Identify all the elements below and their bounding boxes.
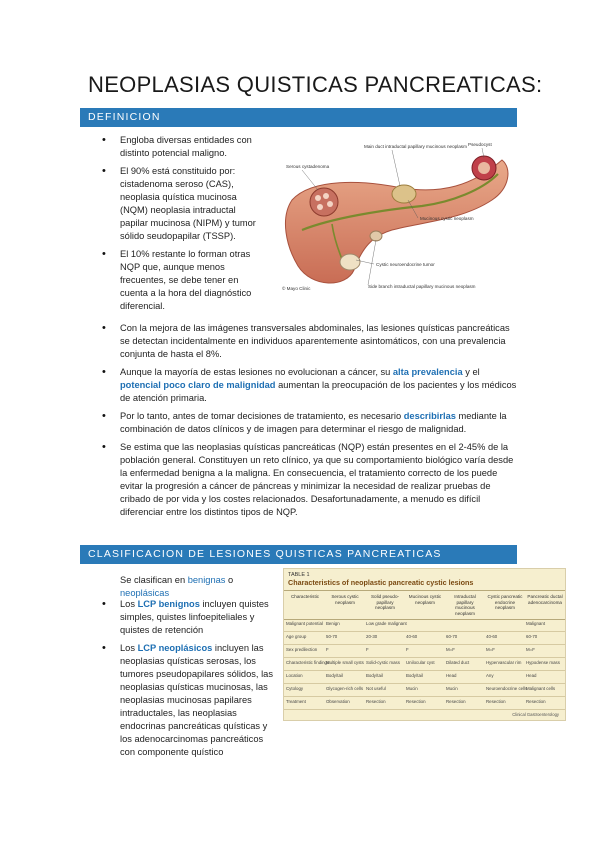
definition-list <box>98 134 258 318</box>
table-row <box>284 671 565 684</box>
table-cell: Not useful <box>366 686 386 691</box>
page-title: NEOPLASIAS QUISTICAS PANCREATICAS: <box>88 72 543 97</box>
table-header-cell: Mucinous cystic neoplasm <box>408 594 442 605</box>
list-item: • El 90% está constituido por: cistadenoma seroso (CAS), neoplasia quística mucinosa (NQM) neoplasia intraductal papilar mucinosa (NIPM) y tumor sólido seudopapilar (TSSP). <box>98 165 258 243</box>
table-header-cell: Intraductal papillary mucinous neoplasm <box>454 594 476 616</box>
table-cell: Dilated duct <box>446 660 470 665</box>
table-cell: 40-60 <box>486 634 498 639</box>
table-cell: Malignant <box>526 621 546 626</box>
table-cell: Malignant cells <box>526 686 556 691</box>
table-body <box>284 619 565 710</box>
list-item: • Por lo tanto, antes de tomar decisiones de tratamiento, es necesario describirlas mediante la combinación de datos clínicos y de imagen para determinar el riesgo de malignidad. <box>98 410 518 436</box>
highlight-potencial: potencial poco claro de malignidad <box>120 380 276 390</box>
table-header-cell: Cystic pancreatic endocrine neoplasm <box>487 594 523 610</box>
table-cell: Neuroendocrine cells <box>486 686 528 691</box>
table-cell: Observation <box>326 699 350 704</box>
table-cell: Any <box>486 673 494 678</box>
section-header-clasificacion: CLASIFICACION DE LESIONES QUISTICAS PANCREATICAS <box>80 545 517 564</box>
table-cell: F <box>406 647 409 652</box>
list-item: • Los LCP benignos incluyen quistes simples, quistes linfoepiteliales y quistes de retención <box>98 598 273 637</box>
table-cell: Solid-cystic mass <box>366 660 400 665</box>
highlight-alta-prevalencia: alta prevalencia <box>392 367 463 377</box>
table-row <box>284 697 565 710</box>
table-cell: Resection <box>486 699 506 704</box>
table-cell: F <box>366 647 369 652</box>
table-cell: Hypodense mass <box>526 660 560 665</box>
table-cell: 20-30 <box>366 634 378 639</box>
table-cell: Body/tail <box>406 673 423 678</box>
table-cell: 40-60 <box>406 634 418 639</box>
table-cell: Age group <box>286 634 307 639</box>
table-row <box>284 645 565 658</box>
table-cell: Resection <box>366 699 386 704</box>
list-item: • Se estima que las neoplasias quísticas pancreáticas (NQP) están presentes en el 2-45% de la población general. Constituyen un reto clínico, ya que su comportamiento biológico varía desde la enfermedad benigna a la maligna. En consecuencia, el tratamiento correcto de los puede evitar la progresión a cáncer de páncreas y minimizar la necesidad de realizar pruebas de cribado de por vida y los costes relacionados. Desafortunadamente, a menudo es difícil diferenciar entre los distintos tipos de NQP. <box>98 441 518 519</box>
table-cell: M=F <box>526 647 535 652</box>
definition-paragraphs <box>98 322 518 524</box>
table-cell: Resection <box>446 699 466 704</box>
table-cell: Body/tail <box>326 673 343 678</box>
link-benignas: benignas <box>187 575 226 585</box>
table-title: Characteristics of neoplastic pancreatic cystic lesions <box>288 578 474 587</box>
label-side-branch: Side branch intraductal papillary mucinous neoplasm <box>368 284 476 289</box>
table-cell: Sex predilection <box>286 647 318 652</box>
table-cell: Multiple small cysts <box>326 660 364 665</box>
table-footer: Clinical Gastroenterology <box>512 712 559 717</box>
highlight-lcp-neoplasicos: LCP neoplásicos <box>137 643 213 653</box>
table-cell: 60-70 <box>526 634 538 639</box>
table-cell: Malignant potential <box>286 621 323 626</box>
table-row <box>284 684 565 697</box>
highlight-lcp-benignos: LCP benignos <box>137 599 200 609</box>
list-item: • Con la mejora de las imágenes transversales abdominales, las lesiones quísticas pancreáticas se detectan incidentalmente en individuos aparentemente asintomáticos, con una prevalencia conjunta de hasta el 8%. <box>98 322 518 361</box>
table-header-cell: Pancreatic ductal adenocarcinoma <box>527 594 563 605</box>
label-pseudocyst: Pseudocyst <box>468 142 492 147</box>
table-cell: Characteristic findings <box>286 660 330 665</box>
table-cell: M=F <box>486 647 495 652</box>
table-cell: Body/tail <box>366 673 383 678</box>
table-row <box>284 619 565 632</box>
list-item: • Aunque la mayoría de estas lesiones no evolucionan a cáncer, su alta prevalencia y el potencial poco claro de malignidad aumentan la preocupación de los pacientes y los médicos de atención primaria. <box>98 366 518 405</box>
table-cell: Resection <box>406 699 426 704</box>
table-label: TABLE 1 <box>288 572 310 578</box>
label-main-duct: Main duct intraductal papillary mucinous neoplasm <box>364 144 467 149</box>
characteristics-table-figure <box>283 568 566 721</box>
table-header-cell: Serous cystic neoplasm <box>331 594 359 605</box>
section-header-definicion: DEFINICION <box>80 108 517 127</box>
table-cell: Hypervascular rim <box>486 660 522 665</box>
table-cell: Head <box>446 673 457 678</box>
table-cell: Cytology <box>286 686 304 691</box>
table-header <box>284 590 565 620</box>
label-mucinous: Mucinous cystic neoplasm <box>420 216 474 221</box>
table-cell: Mucin <box>446 686 458 691</box>
link-neoplasicas: neoplásicas <box>120 588 170 598</box>
table-cell: Treatment <box>286 699 306 704</box>
table-cell: Head <box>526 673 537 678</box>
table-cell: 50-70 <box>326 634 338 639</box>
table-cell: Benign <box>326 621 340 626</box>
label-credit: © Mayo Clinic <box>282 286 311 291</box>
label-neuroendocrine: Cystic neuroendocrine tumor <box>376 262 435 267</box>
table-cell: Low grade malignant <box>366 621 407 626</box>
table-row <box>284 632 565 645</box>
table-cell: Mucin <box>406 686 418 691</box>
highlight-describirlas: describirlas <box>403 411 456 421</box>
classification-intro: Se clasifican en benignas o neoplásicas <box>120 575 234 598</box>
table-cell: M=F <box>446 647 455 652</box>
list-item: • Los LCP neoplásicos incluyen las neoplasias quísticas serosas, los tumores pseudopapilares sólidos, las neoplasias quísticas mucinosas, las neoplasias mucinosas papilares intraductales, las neoplasias endocrinas pancreáticas quísticas y los adenocarcinomas pancreáticos con componente quístico <box>98 642 273 759</box>
table-cell: Unilocular cyst <box>406 660 435 665</box>
pancreas-illustration <box>272 138 518 306</box>
table-cell: 60-70 <box>446 634 458 639</box>
table-header-cell: Solid pseudo-papillary neoplasm <box>370 594 400 610</box>
table-cell: Resection <box>526 699 546 704</box>
classification-list <box>98 598 273 764</box>
list-item: • El 10% restante lo forman otras NQP que, aunque menos frecuentes, se debe tener en cuenta a la hora del diagnóstico diferencial. <box>98 248 258 313</box>
table-row <box>284 658 565 671</box>
list-item: • Engloba diversas entidades con distinto potencial maligno. <box>98 134 258 160</box>
table-cell: F <box>326 647 329 652</box>
table-cell: Glycogen-rich cells <box>326 686 364 691</box>
table-header-cell: Characteristic <box>290 594 320 599</box>
table-cell: Location <box>286 673 303 678</box>
label-serous: Serous cystadenoma <box>286 164 330 169</box>
